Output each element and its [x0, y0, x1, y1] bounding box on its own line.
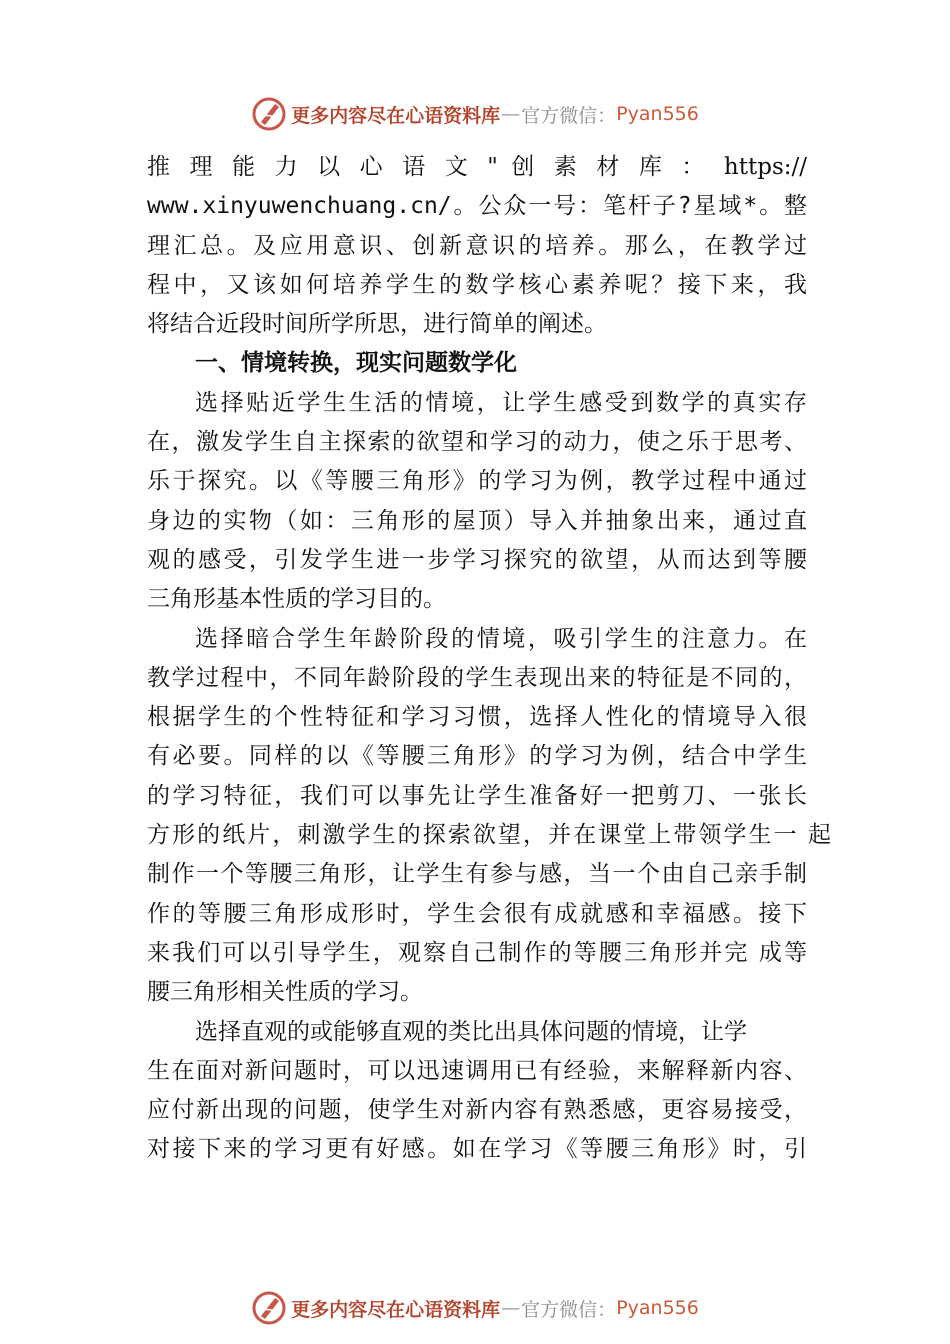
watermark-official: 官方微信： [521, 1298, 617, 1321]
text-line: 来我们可以引导学生，观察自己制作的等腰三角形并完 成等 [147, 939, 807, 966]
watermark-brand: 更多内容尽在心语资料库 [291, 1298, 501, 1321]
text-line: 的学习特征，我们可以事先让学生准备好一把剪刀、一张长 [147, 782, 807, 809]
text-line: www.xinyuwenchuang.cn/。公众一号：笔杆子?星域*。整 [147, 193, 807, 220]
text-line: 观的感受，引发学生进一步学习探究的欲望，从而达到等腰 [147, 546, 807, 573]
text-line: 根据学生的个性特征和学习习惯，选择人性化的情境导入很 [147, 704, 807, 731]
watermark-official: 官方微信： [521, 104, 617, 127]
watermark-banner-bottom [0, 1286, 950, 1330]
watermark-wechat-id: Pyan556 [616, 1297, 699, 1319]
watermark-banner-top [0, 92, 950, 136]
text-line: 推 理 能 力 以 心 语 文 " 创 素 材 库 ： https:// [147, 154, 807, 180]
text-line: 腰三角形相关性质的学习。 [147, 979, 423, 1006]
text-line: 选择直观的或能够直观的类比出具体问题的情境，让学 [195, 1018, 747, 1045]
text-line: 将结合近段时间所学所思，进行简单的阐述。 [147, 311, 607, 338]
text-line: 制作一个等腰三角形，让学生有参与感，当一个由自己亲手制 [147, 861, 807, 888]
text-line: 身边的实物（如：三角形的屋顶）导入并抽象出来，通过直 [147, 507, 807, 534]
text-line: 作的等腰三角形成形时，学生会很有成就感和幸福感。接下 [147, 900, 807, 927]
watermark-dash: — [501, 1297, 521, 1319]
pen-logo-icon [251, 1290, 287, 1326]
text-line: 理汇总。及应用意识、创新意识的培养。那么，在教学过 [147, 232, 807, 259]
text-line: 应付新出现的问题，使学生对新内容有熟悉感，更容易接受， [147, 1097, 807, 1124]
document-body [147, 148, 831, 1170]
text-line: 三角形基本性质的学习目的。 [147, 586, 446, 613]
text-line: 生在面对新问题时，可以迅速调用已有经验，来解释新内容、 [147, 1057, 807, 1084]
text-line: 对接下来的学习更有好感。如在学习《等腰三角形》时，引 [147, 1136, 807, 1163]
text-line: 选择贴近学生生活的情境，让学生感受到数学的真实存 [195, 389, 807, 416]
watermark-wechat-id: Pyan556 [616, 103, 699, 125]
text-line: 程中，又该如何培养学生的数学核心素养呢？接下来，我 [147, 271, 807, 298]
text-line: 有必要。同样的以《等腰三角形》的学习为例，结合中学生 [147, 743, 807, 770]
text-line: 教学过程中，不同年龄阶段的学生表现出来的特征是不同的， [147, 664, 807, 691]
pen-logo-icon [251, 96, 287, 132]
section-heading: 一、情境转换，现实问题数学化 [195, 350, 517, 377]
text-line: 方形的纸片，刺激学生的探索欲望，并在课堂上带领学生一 起 [147, 822, 831, 849]
text-line: 乐于探究。以《等腰三角形》的学习为例，教学过程中通过 [147, 468, 807, 495]
text-line: 在，激发学生自主探索的欲望和学习的动力，使之乐于思考、 [147, 429, 807, 456]
text-line: 选择暗合学生年龄阶段的情境，吸引学生的注意力。在 [195, 625, 807, 652]
watermark-brand: 更多内容尽在心语资料库 [291, 104, 501, 127]
watermark-dash: — [501, 103, 521, 125]
